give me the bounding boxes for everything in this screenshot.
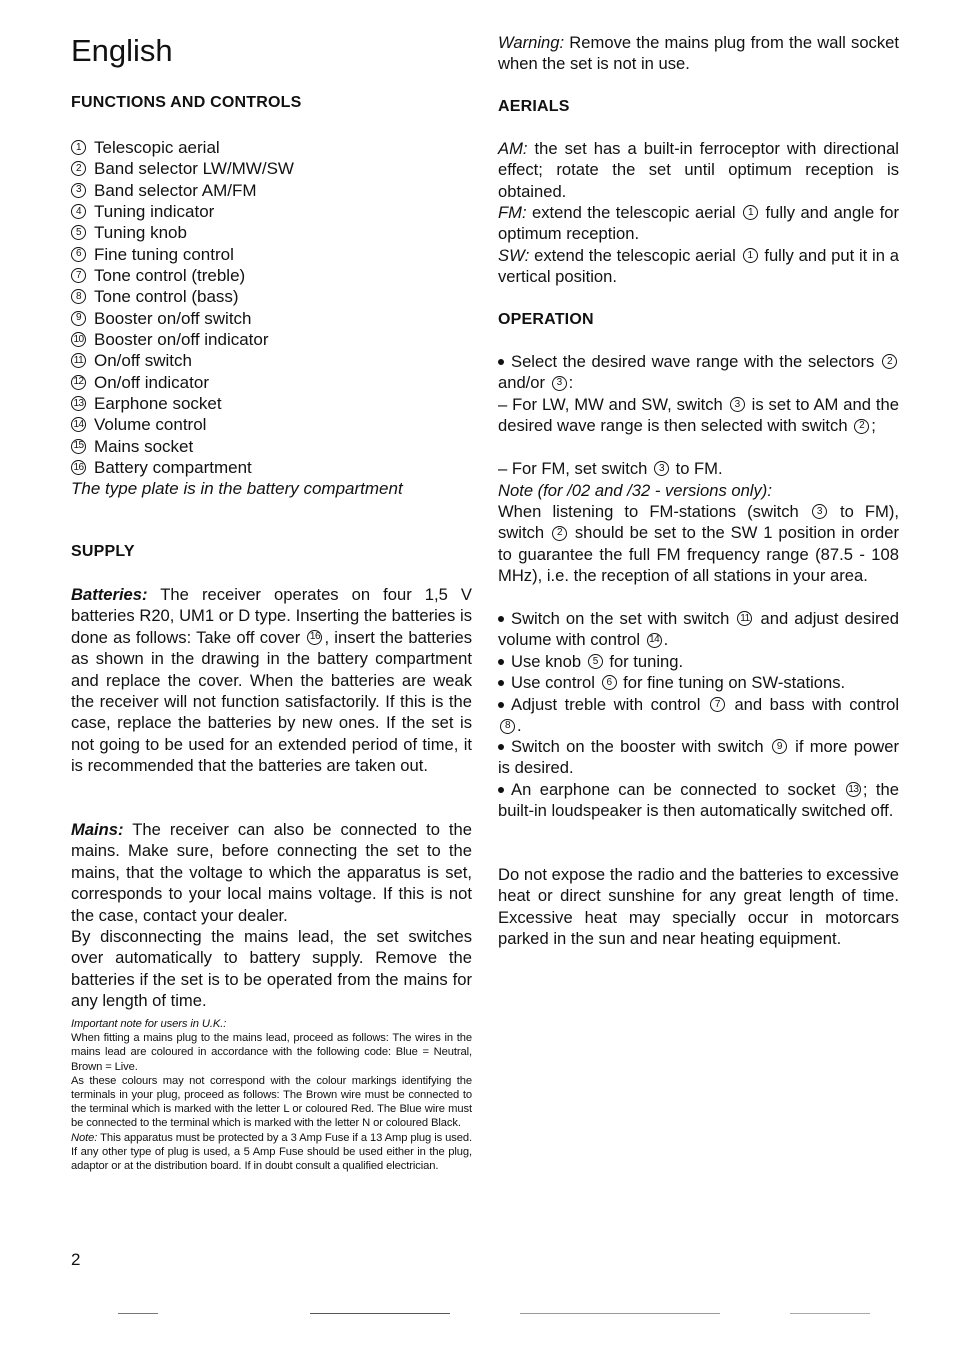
bullet-icon [498,659,504,665]
aerials-fm [498,202,899,245]
scan-artifact [520,1313,720,1314]
list-item [71,457,403,478]
bullet-text: . [517,716,522,736]
uk-note-paragraph: As these colours may not correspond with the colour markings identifying the terminals in your plug, proceed as follows: The Brown wire must be connected to the terminal which is marked with the letter L or coloured Red. The Blue wire must be connected to the terminal which is marked with the letter N or coloured Black. [71,1074,472,1130]
list-item [71,201,403,222]
list-item-label: Tone control (bass) [94,287,239,307]
list-item [71,393,403,414]
fm-text: extend the telescopic aerial [526,203,742,222]
bullet-text: ; the built-in loudspeaker is then automatically switched off. [498,780,899,821]
scan-artifact [118,1313,158,1314]
number-badge: 8 [500,719,515,734]
functions-heading: FUNCTIONS AND CONTROLS [71,94,302,111]
list-item-label: Tone control (treble) [94,266,246,286]
number-badge: 8 [71,289,86,304]
sw-text-2: fully and put it in a vertical position. [498,246,899,287]
number-badge: 13 [71,396,86,411]
aerials-heading: AERIALS [498,98,570,115]
dash-text: to FM. [670,459,723,478]
number-badge: 1 [71,140,86,155]
number-badge: 10 [71,332,86,347]
number-badge: 2 [71,161,86,176]
list-item-label: Fine tuning control [94,244,234,264]
bullet-text: and adjust desired volume with control [498,609,899,650]
number-badge: 9 [772,739,787,754]
batteries-text: The receiver operates on four 1,5 V batteries R20, UM1 or D type. Inserting the batteries is done as follows: Take off cover [71,585,472,647]
version-note-text [498,501,899,587]
scan-artifact [310,1313,450,1314]
list-item-label: Volume control [94,415,207,435]
list-item [71,350,403,371]
mains-text: The receiver can also be connected to the mains. Make sure, before connecting the set to the mains, that the voltage to which the apparatus is set, corresponds to your local mains voltage. If this is not the case, contact your dealer. [71,820,472,925]
warning-label: Warning: [498,33,565,52]
mains-label: Mains: [71,820,124,839]
uk-note-title: Important note for users in U.K.: [71,1018,227,1030]
bullet-icon [498,359,504,365]
bullet-icon [498,787,504,793]
list-item-label: Booster on/off switch [94,308,252,328]
aerials-am [498,138,899,202]
list-item [71,180,403,201]
number-badge: 5 [588,654,603,669]
bullet-text: for tuning. [604,652,684,671]
number-badge: 14 [647,633,662,648]
list-item [71,244,403,265]
bullet-icon [498,744,504,750]
number-badge: 5 [71,225,86,240]
bullet-icon [498,680,504,686]
uk-note-paragraph: When fitting a mains plug to the mains lead, proceed as follows: The wires in the mains lead are coloured in accordance with the following code: Blue = Neutral, Brown = Live. [71,1032,472,1073]
controls-list [71,137,403,500]
list-item [71,137,403,158]
number-badge: 1 [743,205,758,220]
number-badge: 3 [812,504,827,519]
number-badge: 6 [71,247,86,262]
sw-label: SW: [498,246,530,265]
list-item [71,329,403,350]
uk-note-text: This apparatus must be protected by a 3 Amp Fuse if a 13 Amp plug is used. If any other type of plug is used, a 5 Amp Fuse should be used either in the plug, adaptor or at the distribution board. If in doubt consult a qualified electrician. [71,1131,472,1173]
bullet-text: An earphone can be connected to socket [511,780,844,799]
mains-paragraph-2: By disconnecting the mains lead, the set switches over automatically to battery supply. Remove the batteries if the set is to be operated from the mains for any length of time. [71,927,472,1011]
note-text: When listening to FM-stations (switch [498,502,810,521]
operation-bullet [498,651,899,672]
operation-dash-item [498,394,899,437]
bullet-icon [498,616,504,622]
operation-bullet [498,694,899,737]
number-badge: 15 [71,439,86,454]
list-item-label: Mains socket [94,436,194,456]
note-text: to FM), switch [498,502,900,543]
number-badge: 4 [71,204,86,219]
operation-bullet [498,672,899,693]
list-item-label: Band selector AM/FM [94,180,257,200]
warning-paragraph [498,32,899,75]
aerials-sw [498,245,899,288]
number-badge: 7 [710,697,725,712]
number-badge: 11 [737,611,752,626]
bullet-text: Switch on the set with switch [511,609,736,628]
number-badge: 3 [552,376,567,391]
list-item-label: Tuning indicator [94,202,215,222]
number-badge: 13 [846,782,861,797]
number-badge: 11 [71,353,86,368]
bullet-text: Adjust treble with control [511,695,708,714]
uk-note-paragraph [71,1131,472,1174]
fm-label: FM: [498,203,527,222]
list-item [71,308,403,329]
number-badge: 3 [71,183,86,198]
am-text: the set has a built-in ferroceptor with directional effect; rotate the set until optimum reception is obtained. [498,139,899,201]
number-badge: 1 [743,248,758,263]
bullet-text: Select the desired wave range with the selectors [511,352,880,371]
operation-heading: OPERATION [498,311,594,328]
list-item-label: Earphone socket [94,394,222,414]
bullet-text: Switch on the booster with switch [511,737,770,756]
number-badge: 9 [71,311,86,326]
bullet-text: for fine tuning on SW-stations. [618,673,846,692]
list-item [71,436,403,457]
operation-bullet [498,736,899,779]
sw-text: extend the telescopic aerial [529,246,741,265]
number-badge: 16 [71,460,86,475]
heat-warning-paragraph: Do not expose the radio and the batteries to excessive heat or direct sunshine for any great length of time. Excessive heat may specially occur in motorcars parked in the sun and near heating equipment. [498,865,899,949]
number-badge: 3 [654,461,669,476]
number-badge: 3 [730,397,745,412]
fm-text-2: fully and angle for optimum reception. [498,203,899,244]
list-item-label: Band selector LW/MW/SW [94,159,294,179]
bullet-icon [498,702,504,708]
number-badge: 7 [71,268,86,283]
dash-text: – For FM, set switch [498,459,652,478]
batteries-label: Batteries: [71,585,148,604]
list-item [71,158,403,179]
operation-bullet [498,608,899,651]
type-plate-note: The type plate is in the battery compartment [71,479,403,499]
supply-heading: SUPPLY [71,543,135,560]
number-badge: 2 [552,526,567,541]
operation-dash-item [498,458,899,479]
list-item-label: Tuning knob [94,223,187,243]
am-label: AM: [498,139,528,158]
scan-artifact [790,1313,870,1314]
number-badge: 2 [882,354,897,369]
number-badge: 2 [854,419,869,434]
list-item [71,222,403,243]
batteries-text-2: , insert the batteries as shown in the drawing in the battery compartment and replace the cover. When the batteries are weak the receiver will not function satisfactorily. If this is the case, replace the batteries by new ones. If the set is not going to be used for an extended period of time, it is recommended that the batteries are taken out. [71,627,472,776]
version-note-label: Note (for /02 and /32 - versions only): [498,481,772,500]
bullet-text: and bass with control [726,695,900,714]
uk-note-label: Note: [71,1131,98,1144]
dash-text: ; [871,416,876,436]
number-badge: 16 [307,630,322,645]
list-item [71,372,403,393]
number-badge: 14 [71,417,86,432]
list-item [71,414,403,435]
bullet-text: . [663,630,669,650]
list-item [71,286,403,307]
bullet-text: and/or [498,373,550,393]
bullet-text: Use knob [511,652,586,671]
list-item [71,265,403,286]
list-item-label: Booster on/off indicator [94,330,269,350]
page-number: 2 [71,1250,81,1269]
bullet-text: if more power is desired. [498,737,899,778]
dash-text: is set to AM and the desired wave range is then selected with switch [498,395,899,436]
number-badge: 6 [602,675,617,690]
warning-text: Remove the mains plug from the wall socket when the set is not in use. [498,33,899,74]
uk-note [71,1017,472,1173]
dash-text: – For LW, MW and SW, switch [498,395,728,414]
note-text: should be set to the SW 1 position in order to guarantee the full FM frequency range (87.5 - 108 MHz), i.e. the reception of all stations in your area. [498,523,899,586]
batteries-paragraph [71,584,472,777]
bullet-text: Use control [511,673,600,692]
list-item-label: On/off indicator [94,372,209,392]
number-badge: 12 [71,375,86,390]
mains-paragraph [71,819,472,926]
operation-bullet [498,779,899,822]
list-item-label: On/off switch [94,351,192,371]
list-item-label: Telescopic aerial [94,138,220,158]
page-title: English [71,33,173,68]
list-item-label: Battery compartment [94,458,252,478]
bullet-text: : [568,373,574,393]
operation-bullet [498,351,899,394]
